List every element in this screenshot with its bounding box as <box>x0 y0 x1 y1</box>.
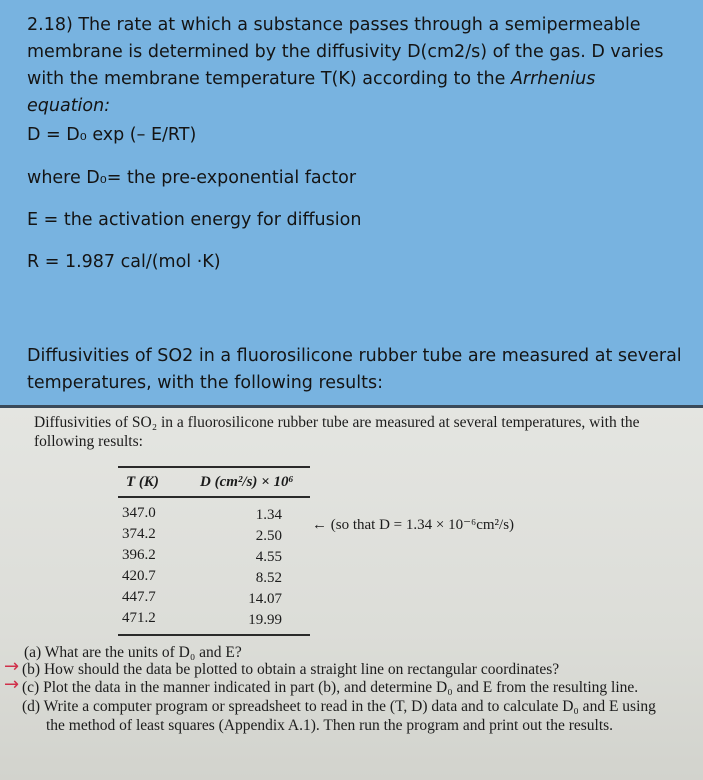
red-arrow-b: → <box>4 656 20 677</box>
equation-name: Arrhenius equation: <box>27 69 596 116</box>
definition-e: E = the activation energy for diffusion <box>27 210 362 230</box>
problem-statement <box>27 12 682 120</box>
temperature-cell: 420.7 <box>122 568 156 584</box>
column-header-d: D (cm²/s) × 10⁶ <box>200 474 294 490</box>
textbook-photo <box>0 408 703 780</box>
diffusivity-cell: 4.55 <box>255 549 282 565</box>
problem-intro-text: 2.18) The rate at which a substance passes through a semipermeable membrane is determined by the diffusivity D(cm2/s) of the gas. D varies with the membrane temperature T(K) according to the <box>27 15 664 89</box>
question-d-line1: (d) Write a computer program or spreadsheet to read in the (T, D) data and to calculate D₀ and E using <box>22 698 656 715</box>
table-top-rule <box>118 466 310 468</box>
diffusivity-cell: 2.50 <box>255 528 282 544</box>
temperature-cell: 347.0 <box>122 505 156 521</box>
diffusivities-intro: Diffusivities of SO2 in a fluorosilicone rubber tube are measured at several temperatures, with the following results: <box>27 346 682 393</box>
unit-note: ← (so that D = 1.34 × 10⁻⁶cm²/s) <box>312 517 515 533</box>
temperature-cell: 396.2 <box>122 547 156 563</box>
temperature-cell: 447.7 <box>122 589 156 605</box>
question-a: (a) What are the units of D₀ and E? <box>24 644 242 661</box>
temperature-cell: 471.2 <box>122 610 156 626</box>
definition-r: R = 1.987 cal/(mol ·K) <box>27 252 221 272</box>
diffusivity-cell: 14.07 <box>248 591 282 607</box>
book-intro-line2: following results: <box>34 433 143 450</box>
diffusivity-cell: 19.99 <box>248 612 282 628</box>
column-header-t: T (K) <box>126 474 159 490</box>
question-d-line2: the method of least squares (Appendix A.1). Then run the program and print out the results. <box>46 717 614 734</box>
red-arrow-c: → <box>4 674 20 695</box>
definition-d0: where D₀= the pre-exponential factor <box>27 168 357 188</box>
book-intro-line1: Diffusivities of SO₂ in a fluorosilicone rubber tube are measured at several temperatures, with the <box>34 414 640 431</box>
table-bottom-rule <box>118 634 310 636</box>
diffusivity-cell: 1.34 <box>255 507 282 523</box>
diffusivity-cell: 8.52 <box>255 570 282 586</box>
temperature-cell: 374.2 <box>122 526 156 542</box>
table-header-rule <box>118 496 310 498</box>
equation: D = D₀ exp (– E/RT) <box>27 125 197 145</box>
question-b: (b) How should the data be plotted to obtain a straight line on rectangular coordinates? <box>22 661 560 678</box>
question-c: (c) Plot the data in the manner indicated in part (b), and determine D₀ and E from the resulting line. <box>22 679 639 696</box>
